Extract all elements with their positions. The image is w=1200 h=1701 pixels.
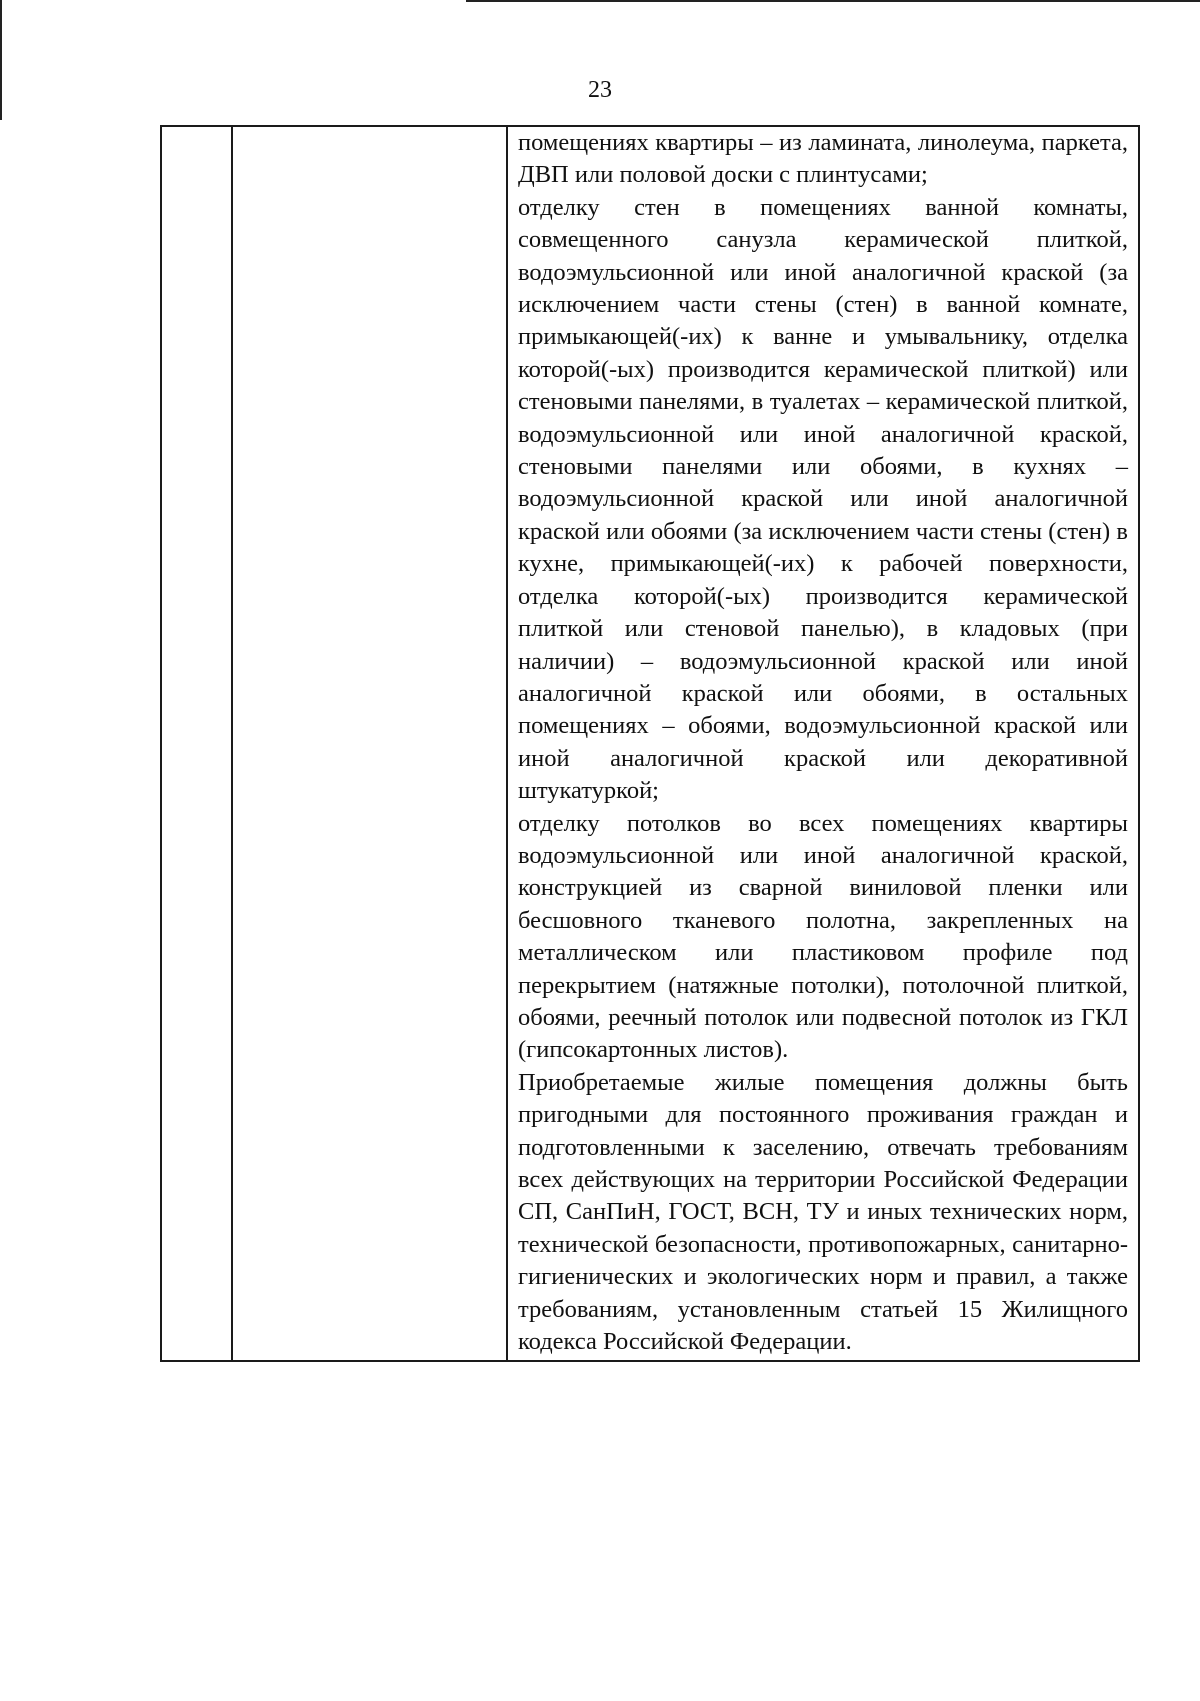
paragraph-floor-finish: помещениях квартиры – из ламината, линолеума, паркета, ДВП или половой доски с плинтусами;: [518, 129, 1128, 189]
requirements-table: [160, 125, 1140, 1362]
scan-edge-top: [466, 0, 1200, 2]
table-cell-number: [161, 126, 232, 1361]
table-row: [161, 126, 1139, 1361]
table-cell-requirements: [507, 126, 1139, 1361]
paragraph-wall-finish: отделку стен в помещениях ванной комнаты, совмещенного санузла керамической плиткой, водоэмульсионной или иной аналогичной краской (за исключением части стены (стен) в ванной комнате, примыкающей(-их) к ванне и умывальнику, отделка которой(-ых) производится керамической плиткой) или стеновыми панелями, в туалетах – керамической плиткой, водоэмульсионной или иной аналогичной краской, стеновыми панелями или обоями, в кухнях – водоэмульсионной краской или иной аналогичной краской или обоями (за исключением части стены (стен) в кухне, примыкающей(-их) к рабочей поверхности, отделка которой(-ых) производится керамической плиткой или стеновой панелью), в кладовых (при наличии) – водоэмульсионной краской или иной аналогичной краской или обоями, в остальных помещениях – обоями, водоэмульсионной краской или иной аналогичной краской или декоративной штукатуркой;: [518, 193, 1128, 805]
page-number: 23: [588, 77, 612, 103]
paragraph-ceiling-finish: отделку потолков во всех помещениях квартиры водоэмульсионной или иной аналогичной краской, конструкцией из сварной виниловой пленки или бесшовного тканевого полотна, закрепленных на металлическом или пластиковом профиле под перекрытием (натяжные потолки), потолочной плиткой, обоями, реечный потолок или подвесной потолок из ГКЛ (гипсокартонных листов).: [518, 809, 1128, 1064]
table-cell-name: [232, 126, 507, 1361]
requirements-text: [508, 127, 1138, 1360]
paragraph-general-requirements: Приобретаемые жилые помещения должны быть пригодными для постоянного проживания граждан и подготовленными к заселению, отвечать требованиям всех действующих на территории Российской Федерации СП, СанПиН, ГОСТ, ВСН, ТУ и иных технических норм, технической безопасности, противопожарных, санитарно-гигиенических и экологических норм и правил, а также требованиям, установленным статьей 15 Жилищного кодекса Российской Федерации.: [518, 1068, 1128, 1356]
